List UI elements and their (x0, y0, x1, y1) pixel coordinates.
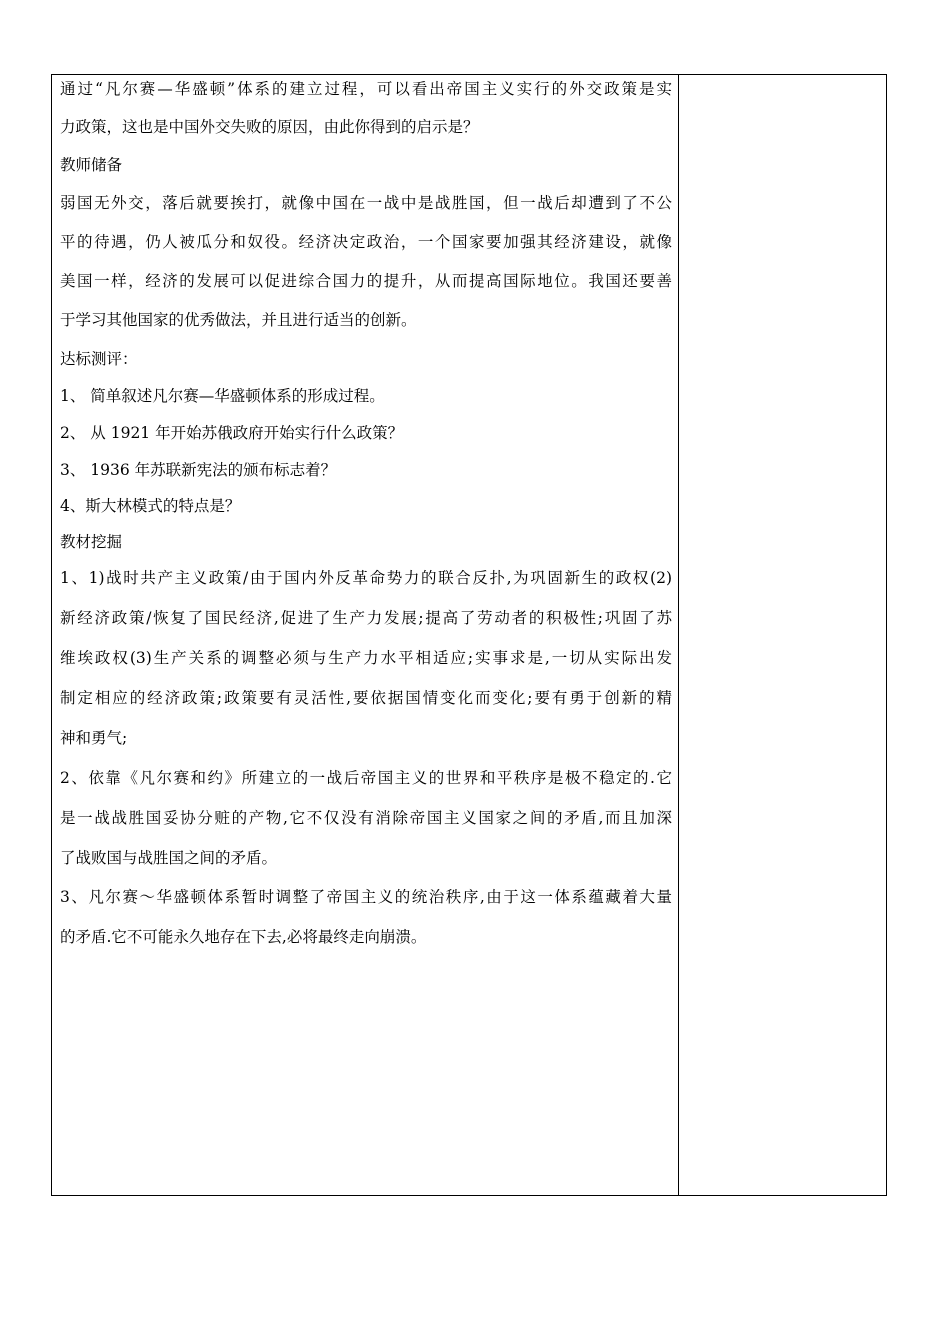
question-item: 1、 简单叙述凡尔赛—华盛顿体系的形成过程。 (60, 387, 385, 405)
answer-line: 维埃政权(3)生产关系的调整必须与生产力水平相适应;实事求是,一切从实际出发 (60, 649, 672, 667)
answer-line: 神和勇气; (60, 729, 128, 747)
question-item: 2、 从 1921 年开始苏俄政府开始实行什么政策？ (60, 424, 404, 442)
answer-line: 是一战战胜国妥协分赃的产物,它不仅没有消除帝国主义国家之间的矛盾,而且加深 (60, 809, 672, 827)
answer-line: 的矛盾.它不可能永久地存在下去,必将最终走向崩溃。 (60, 928, 427, 946)
answer-line: 了战败国与战胜国之间的矛盾。 (60, 849, 278, 867)
section-heading: 教师储备 (60, 156, 123, 174)
section-heading: 教材挖掘 (60, 533, 123, 551)
answer-line: 新经济政策/恢复了国民经济,促进了生产力发展;提高了劳动者的积极性;巩固了苏 (60, 609, 672, 627)
question-item: 3、 1936 年苏联新宪法的颁布标志着？ (60, 461, 337, 479)
text-line: 通过“凡尔赛—华盛顿”体系的建立过程，可以看出帝国主义实行的外交政策是实 (60, 80, 672, 98)
answer-line: 1、1)战时共产主义政策/由于国内外反革命势力的联合反扑,为巩固新生的政权(2) (60, 569, 672, 587)
text-line: 弱国无外交，落后就要挨打，就像中国在一战中是战胜国，但一战后却遭到了不公 (60, 194, 672, 212)
question-item: 4、斯大林模式的特点是？ (60, 497, 241, 515)
text-line: 美国一样，经济的发展可以促进综合国力的提升，从而提高国际地位。我国还要善 (60, 272, 672, 290)
answer-line: 2、依靠《凡尔赛和约》所建立的一战后帝国主义的世界和平秩序是极不稳定的.它 (60, 769, 672, 787)
text-line: 于学习其他国家的优秀做法，并且进行适当的创新。 (60, 311, 417, 329)
document-table (51, 74, 887, 1196)
answer-line: 3、凡尔赛～华盛顿体系暂时调整了帝国主义的统治秩序,由于这一体系蕴藏着大量 (60, 888, 672, 906)
text-line: 平的待遇，仍人被瓜分和奴役。经济决定政治，一个国家要加强其经济建设，就像 (60, 233, 672, 251)
answer-line: 制定相应的经济政策;政策要有灵活性,要依据国情变化而变化;要有勇于创新的精 (60, 689, 672, 707)
notes-cell (679, 75, 886, 1195)
section-heading: 达标测评： (60, 350, 138, 368)
text-line: 力政策，这也是中国外交失败的原因，由此你得到的启示是？ (60, 118, 479, 136)
